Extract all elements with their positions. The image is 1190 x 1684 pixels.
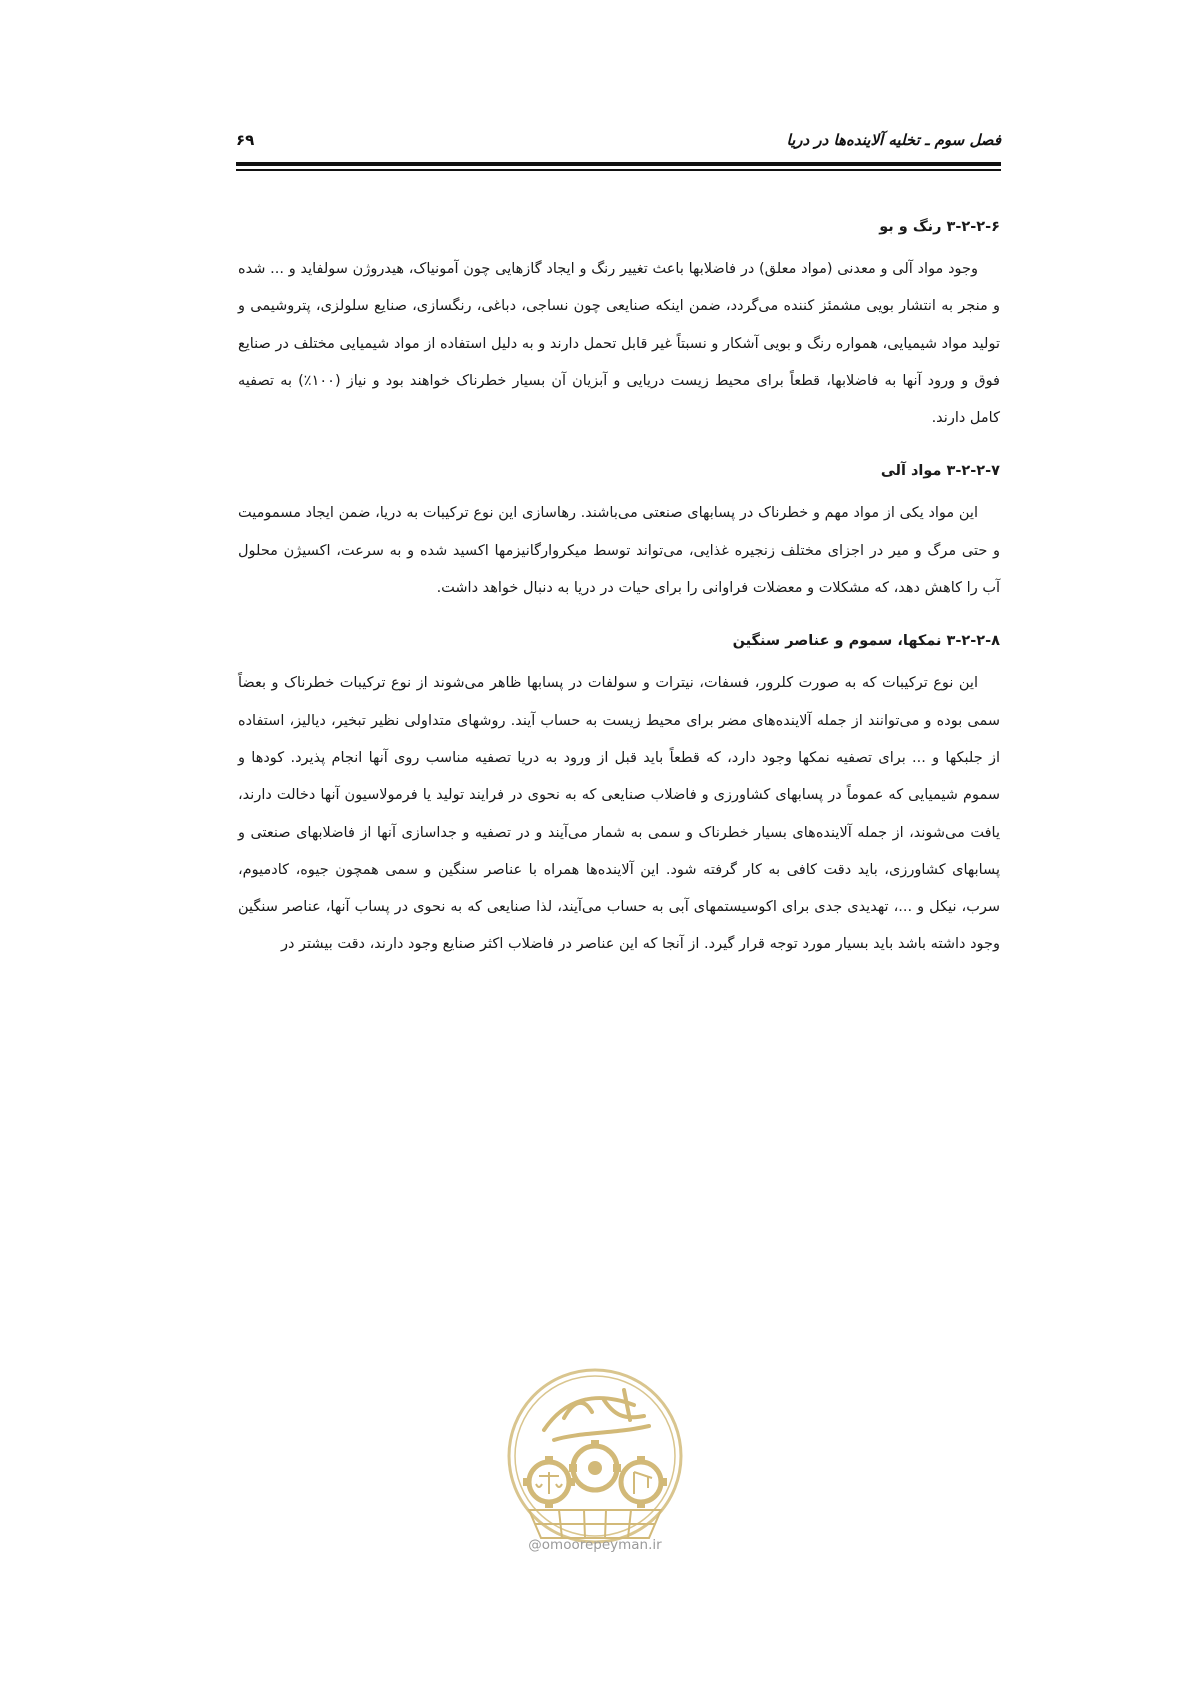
chapter-title: فصل سوم ـ تخلیه آلاینده‌ها در دریا [786,131,1001,149]
header-rule-thick [236,162,1001,166]
section-heading: ۳-۲-۲-۷ مواد آلی [880,463,1000,480]
watermark-logo [484,1340,706,1580]
section-heading: ۳-۲-۲-۸ نمکها، سموم و عناصر سنگین [732,633,1000,650]
page-number: ۶۹ [236,131,255,149]
body-content [238,215,1000,986]
watermark-website: @omoorepeyman.ir [528,1537,662,1553]
running-header [236,128,1001,160]
section-heading: ۳-۲-۲-۶ رنگ و بو [879,219,1000,235]
section-paragraph: این مواد یکی از مواد مهم و خطرناک در پسابهای صنعتی می‌باشند. رهاسازی این نوع ترکیبات به دریا، ضمن ایجاد مسمومیت و حتی مرگ و میر در اجزای مختلف زنجیره غذایی، می‌تواند توسط میکروارگانیزمها اکسید شده و به سرعت، اکسیژن محلول آب را کاهش دهد، که مشکلات و معضلات فراوانی را برای حیات در دریا به دنبال خواهد داشت. [238,505,1000,597]
section-paragraph: این نوع ترکیبات که به صورت کلرور، فسفات، نیترات و سولفات در پسابها ظاهر می‌شوند از نوع ترکیبات خطرناک و بعضاً سمی بوده و می‌توانند از جمله آلاینده‌های مضر برای محیط زیست به حساب آیند. روشهای متداولی نظیر تبخیر، دیالیز، استفاده از جلبکها و ... برای تصفیه نمکها وجود دارد، که قطعاً باید قبل از ورود به دریا تصفیه مناسب روی آنها انجام پذیرد. کودها و سموم شیمیایی که عموماً در پسابهای کشاورزی و فاضلاب صنایعی که به نحوی در فرایند تولید یا فرمولاسیون آنها دخالت دارند، یافت می‌شوند، از جمله آلاینده‌های بسیار خطرناک و سمی به شمار می‌آیند و در تصفیه و جداسازی آنها از فاضلابهای صنعتی و پسابهای کشاورزی، باید دقت کافی به کار گرفته شود. این آلاینده‌ها همراه با عناصر سنگین و سمی همچون جیوه، کادمیوم، سرب، نیکل و ...، تهدیدی جدی برای اکوسیستمهای آبی به حساب می‌آیند، لذا صنایعی که به نحوی در پساب آنها، عناصر سنگین وجود داشته باشد باید بسیار مورد توجه قرار گیرد. از آنجا که این عناصر در فاضلاب اکثر صنایع وجود دارند، دقت بیشتر در [238,675,1000,953]
section-paragraph: وجود مواد آلی و معدنی (مواد معلق) در فاضلابها باعث تغییر رنگ و ایجاد گازهایی چون آمونیاک، هیدروژن سولفاید و ... شده و منجر به انتشار بویی مشمئز کننده می‌گردد، ضمن اینکه صنایعی چون نساجی، دباغی، رنگسازی، صنایع سلولزی، پتروشیمی و تولید مواد شیمیایی، همواره رنگ و بویی آشکار و نسبتاً غیر قابل تحمل دارند و به دلیل استفاده از مواد شیمیایی مختلف در صنایع فوق و ورود آنها به فاضلابها، قطعاً برای محیط زیست دریایی و آبزیان آن بسیار خطرناک خواهند بود و نیاز (۱۰۰٪) به تصفیه کامل دارند. [238,261,1000,427]
header-rule-thin [236,169,1001,171]
